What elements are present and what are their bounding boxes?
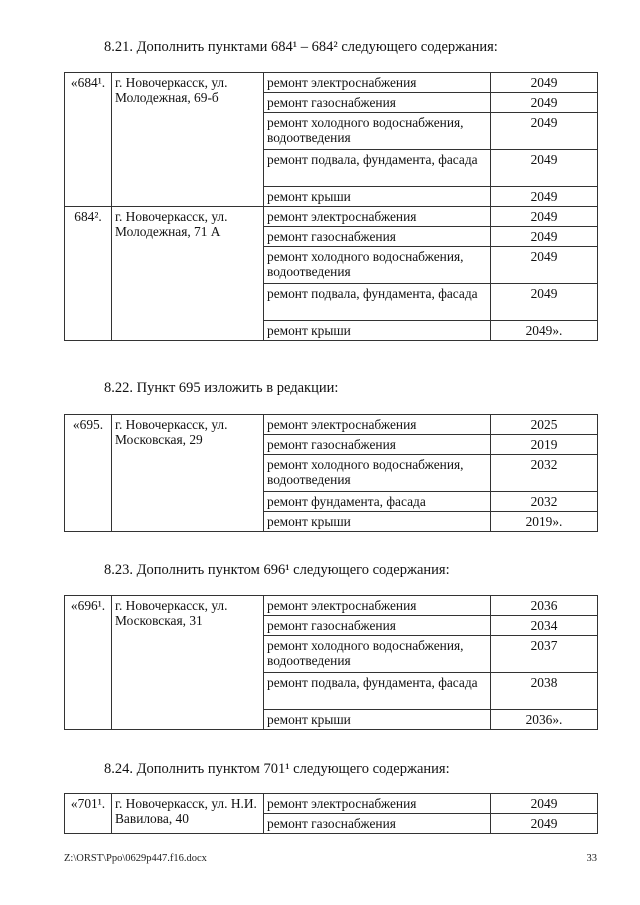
work-name: ремонт подвала, фундамента, фасада bbox=[264, 284, 491, 321]
work-year: 2025 bbox=[491, 415, 598, 435]
work-name: ремонт фундамента, фасада bbox=[264, 492, 491, 512]
item-number: 684². bbox=[65, 207, 112, 341]
section-heading-8-22: 8.22. Пункт 695 изложить в редакции: bbox=[104, 380, 339, 396]
work-year: 2049 bbox=[491, 73, 598, 93]
work-year: 2049 bbox=[491, 187, 598, 207]
table-8-23 bbox=[64, 595, 598, 730]
work-year: 2049 bbox=[491, 113, 598, 150]
section-heading-8-23: 8.23. Дополнить пунктом 696¹ следующего содержания: bbox=[104, 562, 450, 578]
item-address: г. Новочеркасск, ул. Молодежная, 69-б bbox=[112, 73, 264, 207]
work-name: ремонт электроснабжения bbox=[264, 415, 491, 435]
item-address: г. Новочеркасск, ул. Молодежная, 71 А bbox=[112, 207, 264, 341]
section-heading-8-24: 8.24. Дополнить пунктом 701¹ следующего содержания: bbox=[104, 761, 450, 777]
item-address: г. Новочеркасск, ул. Московская, 29 bbox=[112, 415, 264, 532]
work-name: ремонт электроснабжения bbox=[264, 794, 491, 814]
work-name: ремонт газоснабжения bbox=[264, 616, 491, 636]
work-name: ремонт холодного водоснабжения, водоотведения bbox=[264, 113, 491, 150]
work-year: 2049 bbox=[491, 247, 598, 284]
work-name: ремонт холодного водоснабжения, водоотведения bbox=[264, 455, 491, 492]
work-year: 2049 bbox=[491, 227, 598, 247]
table-row bbox=[65, 207, 598, 227]
item-number: «684¹. bbox=[65, 73, 112, 207]
item-number: «701¹. bbox=[65, 794, 112, 834]
work-year: 2034 bbox=[491, 616, 598, 636]
work-name: ремонт электроснабжения bbox=[264, 596, 491, 616]
work-year: 2049 bbox=[491, 150, 598, 187]
work-name: ремонт крыши bbox=[264, 710, 491, 730]
table-8-21 bbox=[64, 72, 598, 341]
work-year: 2049 bbox=[491, 814, 598, 834]
work-year: 2049 bbox=[491, 93, 598, 113]
item-address: г. Новочеркасск, ул. Н.И. Вавилова, 40 bbox=[112, 794, 264, 834]
work-year: 2049». bbox=[491, 321, 598, 341]
table-row bbox=[65, 596, 598, 616]
work-name: ремонт газоснабжения bbox=[264, 93, 491, 113]
work-name: ремонт газоснабжения bbox=[264, 814, 491, 834]
work-name: ремонт электроснабжения bbox=[264, 207, 491, 227]
work-name: ремонт газоснабжения bbox=[264, 435, 491, 455]
footer-file-path: Z:\ORST\Ppo\0629p447.f16.docx bbox=[64, 853, 207, 864]
work-year: 2032 bbox=[491, 492, 598, 512]
work-year: 2049 bbox=[491, 284, 598, 321]
work-name: ремонт холодного водоснабжения, водоотведения bbox=[264, 247, 491, 284]
work-name: ремонт подвала, фундамента, фасада bbox=[264, 673, 491, 710]
work-name: ремонт крыши bbox=[264, 321, 491, 341]
table-row bbox=[65, 415, 598, 435]
footer-page-number: 33 bbox=[586, 853, 597, 864]
work-name: ремонт газоснабжения bbox=[264, 227, 491, 247]
work-year: 2032 bbox=[491, 455, 598, 492]
table-8-24 bbox=[64, 793, 598, 834]
work-year: 2037 bbox=[491, 636, 598, 673]
work-name: ремонт крыши bbox=[264, 187, 491, 207]
table-row bbox=[65, 794, 598, 814]
table-row bbox=[65, 73, 598, 93]
section-heading-8-21: 8.21. Дополнить пунктами 684¹ – 684² следующего содержания: bbox=[104, 39, 498, 55]
work-year: 2049 bbox=[491, 794, 598, 814]
item-address: г. Новочеркасск, ул. Московская, 31 bbox=[112, 596, 264, 730]
table-8-22 bbox=[64, 414, 598, 532]
work-name: ремонт холодного водоснабжения, водоотведения bbox=[264, 636, 491, 673]
work-year: 2019 bbox=[491, 435, 598, 455]
work-year: 2036 bbox=[491, 596, 598, 616]
work-year: 2038 bbox=[491, 673, 598, 710]
work-name: ремонт крыши bbox=[264, 512, 491, 532]
work-year: 2036». bbox=[491, 710, 598, 730]
work-year: 2049 bbox=[491, 207, 598, 227]
item-number: «695. bbox=[65, 415, 112, 532]
work-name: ремонт подвала, фундамента, фасада bbox=[264, 150, 491, 187]
item-number: «696¹. bbox=[65, 596, 112, 730]
work-year: 2019». bbox=[491, 512, 598, 532]
work-name: ремонт электроснабжения bbox=[264, 73, 491, 93]
